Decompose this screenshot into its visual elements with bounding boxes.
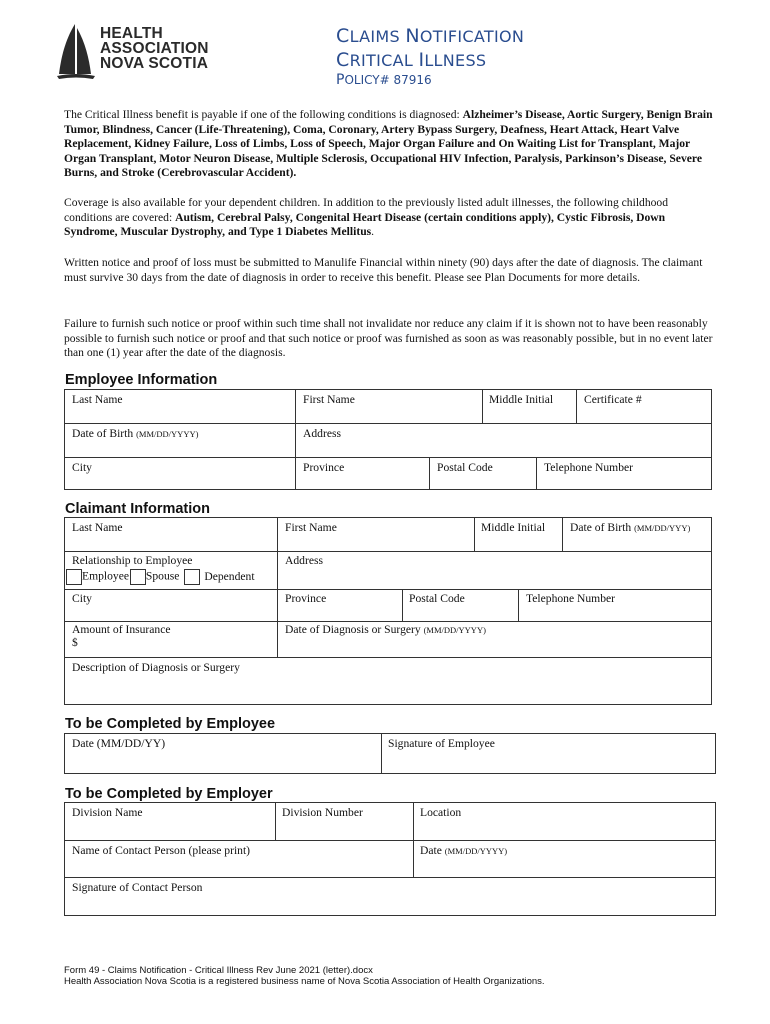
claimant-province-field[interactable]: Province: [285, 592, 327, 605]
logo: [55, 22, 215, 80]
employer-date-field[interactable]: Date (MM/DD/YYYY): [420, 844, 508, 857]
contact-person-signature-field[interactable]: Signature of Contact Person: [72, 881, 203, 894]
intro-paragraph-failure: Failure to furnish such notice or proof within such time shall not invalidate nor reduce any claim if it is shown not to have been reasonably possible to furnish such notice or proof and that such notice or proof was furnished as soon as was reasonably possible, but in no event later than one (1) year after the date of the diagnosis.: [64, 317, 713, 360]
sail-logo-icon: [55, 22, 97, 80]
claimant-address-field[interactable]: Address: [285, 554, 323, 567]
division-name-field[interactable]: Division Name: [72, 806, 143, 819]
spouse-option-label: Spouse: [145, 569, 180, 583]
employee-first-name-field[interactable]: First Name: [303, 393, 355, 406]
claimant-postal-code-field[interactable]: Postal Code: [409, 592, 465, 605]
policy-number: POLICY# 87916: [336, 72, 432, 88]
amount-of-insurance-field[interactable]: Amount of Insurance $: [72, 623, 171, 649]
footer-form-id: Form 49 - Claims Notification - Critical Illness Rev June 2021 (letter).docx: [64, 965, 373, 976]
spouse-checkbox[interactable]: [130, 569, 146, 585]
employee-option-label: Employee: [82, 569, 130, 583]
footer: [64, 965, 545, 987]
intro-paragraph-notice: Written notice and proof of loss must be submitted to Manulife Financial within ninety (90) days after the date of diagnosis. The claimant must survive 30 days from the date of diagnosis in order to receive this benefit. Please see Plan Documents for more details.: [64, 256, 703, 284]
intro-paragraph-conditions: The Critical Illness benefit is payable if one of the following conditions is diagnosed: Alzheimer’s Disease, Aortic Surgery, Benign Brain Tumor, Blindness, Cancer (Life-Threatening), Coma, Coronary, Artery Bypass Surgery, Deafness, Heart Attack, Heart Valve Replacement, Kidney Failure, Loss of Limbs, Loss of Speech, Major Organ Failure and On Waiting List for Transplant, Major Organ Transplant, Motor Neuron Disease, Multiple Sclerosis, Occupational HIV Infection, Paralysis, Parkinson’s Disease, Severe Burns, and Stroke (Cerebrovascular Accident).: [64, 108, 713, 180]
org-name-line1: HEALTH: [100, 25, 163, 42]
relationship-options: [66, 569, 255, 585]
claimant-middle-initial-field[interactable]: Middle Initial: [481, 521, 546, 534]
org-name-line3: NOVA SCOTIA: [100, 55, 209, 72]
claimant-last-name-field[interactable]: Last Name: [72, 521, 123, 534]
claimant-info-table: [64, 517, 712, 705]
form-title-line2: CRITICAL ILLNESS: [336, 49, 487, 71]
employee-signature-field[interactable]: Signature of Employee: [388, 737, 495, 750]
employee-dob-field[interactable]: Date of Birth (MM/DD/YYYY): [72, 427, 199, 440]
footer-legal-note: Health Association Nova Scotia is a registered business name of Nova Scotia Association of Health Organizations.: [64, 976, 545, 987]
employee-address-field[interactable]: Address: [303, 427, 341, 440]
dependent-option-label: Dependent: [204, 569, 255, 583]
claimant-first-name-field[interactable]: First Name: [285, 521, 337, 534]
by-employer-heading: To be Completed by Employer: [65, 786, 273, 802]
dependent-checkbox[interactable]: [184, 569, 200, 585]
contact-person-name-field[interactable]: Name of Contact Person (please print): [72, 844, 251, 857]
description-of-diagnosis-field[interactable]: Description of Diagnosis or Surgery: [72, 661, 240, 674]
relationship-label: Relationship to Employee: [72, 554, 193, 567]
employee-checkbox[interactable]: [66, 569, 82, 585]
intro-paragraph-children: Coverage is also available for your dependent children. In addition to the previously listed adult illnesses, the following childhood conditions are covered: Autism, Cerebral Palsy, Congenital Heart Disease (certain conditions apply), Cystic Fibrosis, Down Syndrome, Muscular Dystrophy, and Type 1 Diabetes Mellitus.: [64, 196, 669, 239]
claimant-dob-field[interactable]: Date of Birth (MM/DD/YYY): [570, 521, 691, 534]
location-field[interactable]: Location: [420, 806, 462, 819]
by-employee-heading: To be Completed by Employee: [65, 716, 276, 732]
employee-certificate-field[interactable]: Certificate #: [584, 393, 642, 406]
employee-section-heading: Employee Information: [65, 372, 218, 388]
employee-telephone-field[interactable]: Telephone Number: [544, 461, 634, 474]
claimant-city-field[interactable]: City: [72, 592, 92, 605]
employee-postal-code-field[interactable]: Postal Code: [437, 461, 493, 474]
employee-date-field[interactable]: Date (MM/DD/YY): [72, 737, 166, 750]
division-number-field[interactable]: Division Number: [282, 806, 363, 819]
org-name-line2: ASSOCIATION: [100, 40, 209, 57]
employee-city-field[interactable]: City: [72, 461, 92, 474]
employee-last-name-field[interactable]: Last Name: [72, 393, 123, 406]
employee-middle-initial-field[interactable]: Middle Initial: [489, 393, 554, 406]
form-title-line1: CLAIMS NOTIFICATION: [336, 25, 525, 47]
date-of-diagnosis-field[interactable]: Date of Diagnosis or Surgery (MM/DD/YYYY): [285, 623, 486, 636]
employee-province-field[interactable]: Province: [303, 461, 345, 474]
by-employer-table: [64, 802, 716, 916]
claimant-telephone-field[interactable]: Telephone Number: [526, 592, 616, 605]
claimant-section-heading: Claimant Information: [65, 501, 211, 517]
